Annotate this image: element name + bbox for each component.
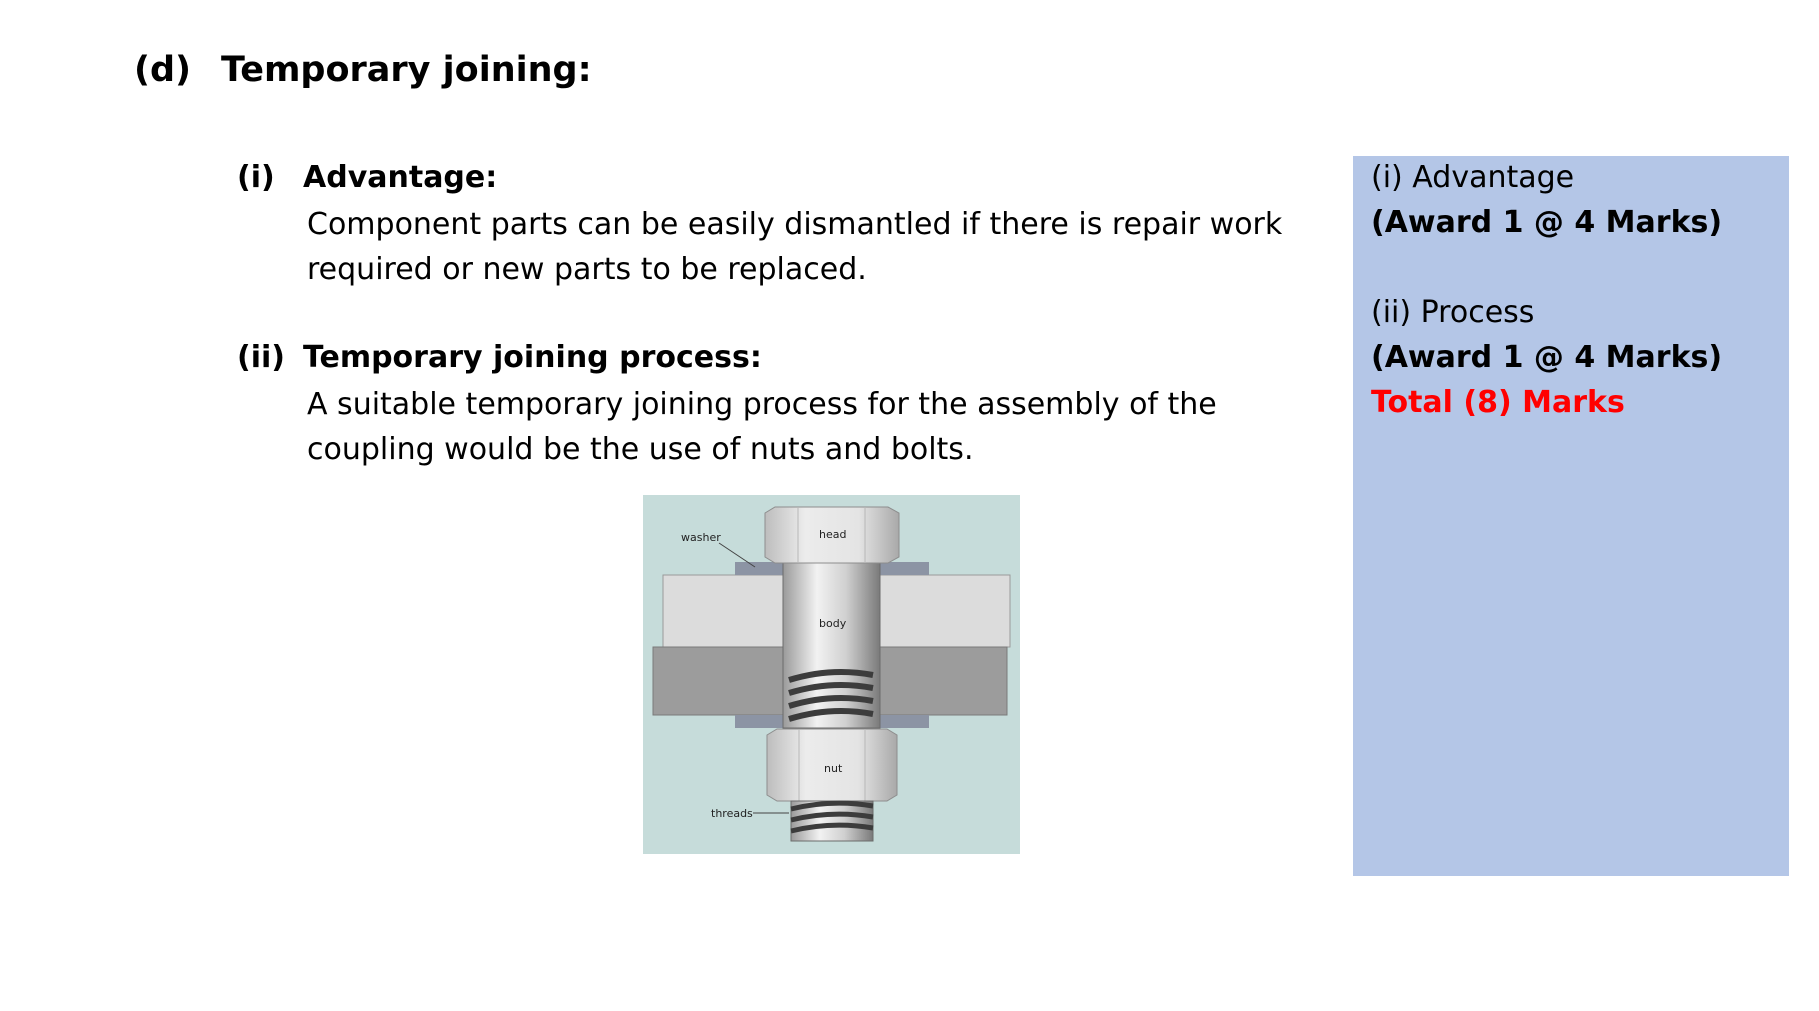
- marks-panel: [1353, 156, 1789, 876]
- body-label: body: [819, 617, 847, 630]
- lower-plate-left: [653, 647, 783, 715]
- nut-and-bolt-diagram: [643, 495, 1020, 854]
- advantage-line-1: Component parts can be easily dismantled if there is repair work: [307, 207, 1283, 242]
- marks-advantage-award: (Award 1 @ 4 Marks): [1371, 205, 1723, 240]
- advantage-text: [307, 202, 1337, 292]
- threads-label: threads: [711, 807, 753, 820]
- upper-plate-left: [663, 575, 783, 647]
- advantage-title: Advantage:: [303, 160, 498, 195]
- nut-label: nut: [824, 762, 843, 775]
- section-title: Temporary joining:: [221, 50, 592, 90]
- marks-total: Total (8) Marks: [1371, 385, 1625, 420]
- nut-and-bolt-figure: [643, 495, 1020, 854]
- advantage-number: (i): [237, 160, 275, 195]
- lower-plate-right: [880, 647, 1007, 715]
- head-label: head: [819, 528, 847, 541]
- marks-process-award: (Award 1 @ 4 Marks): [1371, 340, 1723, 375]
- process-line-1: A suitable temporary joining process for the assembly of the: [307, 387, 1217, 422]
- washer-label: washer: [681, 531, 721, 544]
- process-title: Temporary joining process:: [303, 340, 762, 375]
- section-label: (d): [134, 50, 192, 90]
- process-text: [307, 382, 1337, 472]
- process-number: (ii): [237, 340, 285, 375]
- advantage-line-2: required or new parts to be replaced.: [307, 252, 867, 287]
- upper-plate-right: [880, 575, 1010, 647]
- marks-process-label: (ii) Process: [1371, 295, 1535, 330]
- marks-advantage-label: (i) Advantage: [1371, 160, 1575, 195]
- process-line-2: coupling would be the use of nuts and bolts.: [307, 432, 974, 467]
